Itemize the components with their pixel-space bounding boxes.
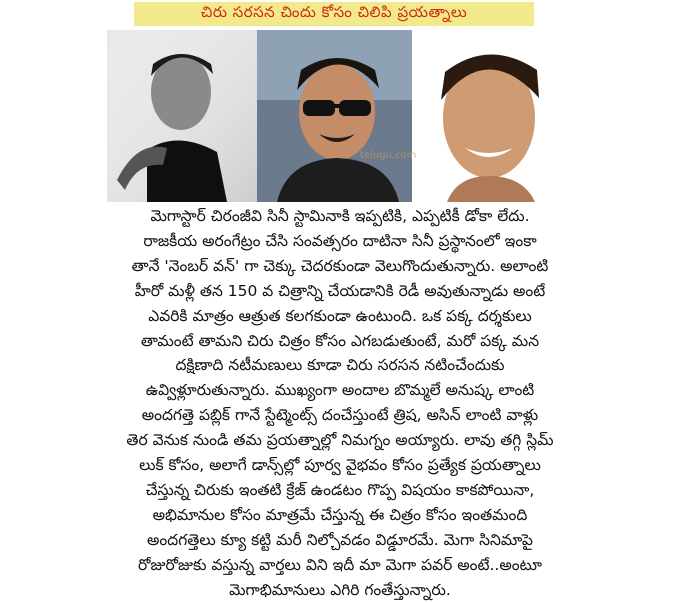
paragraph-line: హీరో మళ్లీ తన 150 వ చిత్రాన్ని చేయడానికి రెడీ అవుతున్నాడు అంటే [134,281,546,300]
paragraph-line: అభిమానుల కోసం మాత్రమే చేస్తున్న ఈ చిత్రం కోసం ఇంతమంది [152,505,528,524]
paragraph-line: అందగత్తె పబ్లిక్ గానే స్టేట్మెంట్స్ దంచేస్తుంటే త్రిష, అసిన్ లాంటి వాళ్లు [141,406,539,425]
article-body [20,204,660,603]
paragraph-line: తానే 'నెంబర్ వన్' గా చెక్కు చెదరకుండా వెలుగొందుతున్నారు. అలాంటి [131,256,549,275]
paragraph-line: చేస్తున్న చిరుకు ఇంతటి క్రేజ్ ఉండటం గొప్ప విషయం కాకపోయినా, [145,480,535,499]
portrait-photo-sunglasses [257,30,412,202]
paragraph-line: అందగత్తెలు క్యూ కట్టి మరీ నిల్చోవడం విడ్డూరమే. మెగా సినిమాపై [147,530,533,549]
headline-banner [134,2,534,26]
paragraph-line: తెర వెనుక నుండి తమ ప్రయత్నాల్లో నిమగ్నం అయ్యారు. లావు తగ్గి స్లిమ్ [126,431,554,450]
portrait-photo-black-white [107,30,257,202]
paragraph-line: మెగాస్టార్ చిరంజీవి సినీ స్టామినాకి ఇప్పటికి, ఎప్పటికీ డోకా లేదు. [150,207,530,225]
paragraph-line: రోజురోజుకు వస్తున్న వార్తలు విని ఇదీ మా మెగా పవర్ అంటే..అంటూ [138,555,542,574]
headline: చిరు సరసన చిందు కోసం చిలిపి ప్రయత్నాలు [200,3,468,21]
watermark: telugu.com [360,150,417,161]
paragraph-line: ఎవరికి మాత్రం ఆత్రుత కలగకుండా ఉంటుంది. ఒక పక్క దర్శకులు [148,306,532,325]
paragraph-line: రాజకీయ అరంగేట్రం చేసి సంవత్సరం దాటినా సినీ ప్రస్థానంలో ఇంకా [143,231,537,250]
paragraph-line: మెగాభిమానులు ఎగిరి గంతేస్తున్నారు. [229,580,451,599]
paragraph-line: దక్షిణాది నటీమణులు కూడా చిరు సరసన నటించేందుకు [175,356,505,375]
portrait-photo-smiling [412,30,565,202]
paragraph-line: ఉవ్విళ్లూరుతున్నారు. ముఖ్యంగా అందాల బొమ్మలే అనుష్క లాంటి [145,381,535,400]
paragraph-line: లుక్ కోసం, అలాగే డాన్స్‌ల్లో పూర్వ వైభవం కోసం ప్రత్యేక ప్రయత్నాలు [139,456,541,475]
photo-collage [107,30,565,202]
paragraph-line: తామంటే తామని చిరు చిత్రం కోసం ఎగబడుతుంటే, మరో పక్క మన [140,331,540,350]
